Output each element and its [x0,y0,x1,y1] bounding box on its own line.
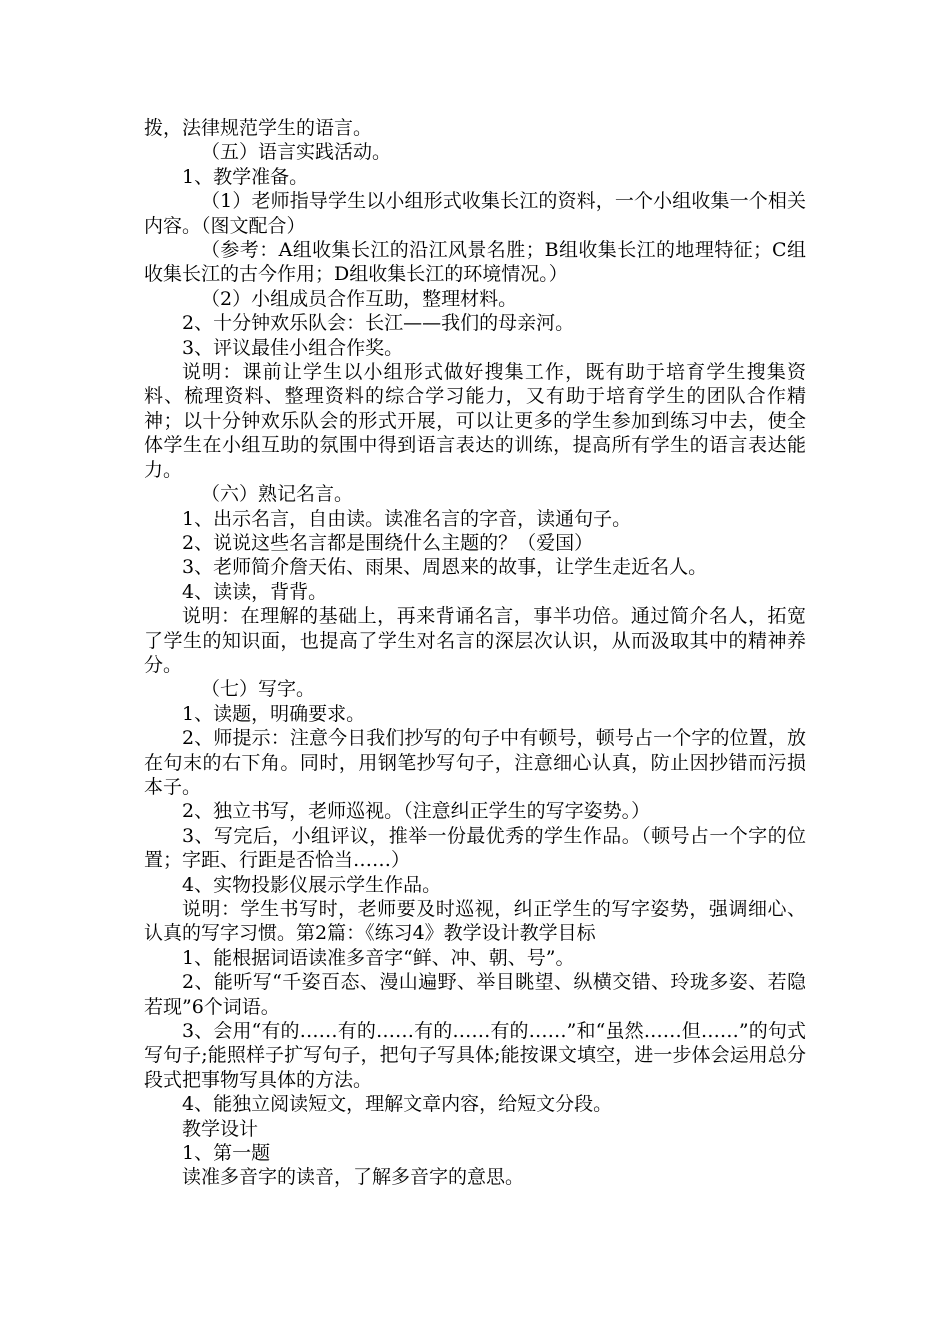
paragraph: 3、老师简介詹天佑、雨果、周恩来的故事，让学生走近名人。 [182,556,708,579]
paragraph: 2、说说这些名言都是围绕什么主题的？（爱国） [182,531,594,554]
explanation-paragraph: 说明：学生书写时，老师要及时巡视，纠正学生的写字姿势，强调细心、认真的写字习惯。第2篇：《练习4》教学设计教学目标 [144,898,806,945]
paragraph: 2、师提示：注意今日我们抄写的句子中有顿号，顿号占一个字的位置，放在句末的右下角。同时，用钢笔抄写句子，注意细心认真，防止因抄错而污损本子。 [144,727,806,798]
paragraph: （2）小组成员合作互助，整理材料。 [201,287,518,310]
paragraph: 1、出示名言，自由读。读准名言的字音，读通句子。 [182,507,632,530]
paragraph: 读准多音字的读音，了解多音字的意思。 [182,1166,525,1189]
explanation-paragraph: 说明：在理解的基础上，再来背诵名言，事半功倍。通过简介名人，拓宽了学生的知识面，也提高了学生对名言的深层次认识，从而汲取其中的精神养分。 [144,605,806,676]
paragraph: 1、第一题 [182,1142,271,1165]
objective-item: 3、会用“有的……有的……有的……有的……”和“虽然……但……”的句式写句子;能照样子扩写句子，把句子写具体;能按课文填空，进一步体会运用总分段式把事物写具体的方法。 [144,1020,806,1091]
paragraph: （1）老师指导学生以小组形式收集长江的资料，一个小组收集一个相关内容。（图文配合） [144,190,806,237]
paragraph: 2、十分钟欢乐队会：长江——我们的母亲河。 [182,312,575,335]
paragraph: 1、教学准备。 [182,165,309,188]
paragraph: 1、读题，明确要求。 [182,702,366,725]
document-page [144,116,806,1190]
paragraph: （参考：A组收集长江的沿江风景名胜；B组收集长江的地理特征；C组收集长江的古今作用；D组收集长江的环境情况。） [144,239,806,286]
section-heading: （六）熟记名言。 [201,483,354,506]
paragraph: 4、读读，背背。 [182,580,328,603]
paragraph: 2、独立书写，老师巡视。（注意纠正学生的写字姿势。） [182,800,651,823]
paragraph: 4、实物投影仪展示学生作品。 [182,873,442,896]
objective-item: 1、能根据词语读准多音字“鲜、冲、朝、号”。 [182,946,575,969]
objective-item: 4、能独立阅读短文，理解文章内容，给短文分段。 [182,1093,613,1116]
section-heading: （五）语言实践活动。 [201,141,392,164]
objective-item: 2、能听写“千姿百态、漫山遍野、举目眺望、纵横交错、玲珑多姿、若隐若现”6个词语。 [144,971,806,1018]
explanation-paragraph: 说明：课前让学生以小组形式做好搜集工作，既有助于培育学生搜集资料、梳理资料、整理资料的综合学习能力，又有助于培育学生的团队合作精神；以十分钟欢乐队会的形式开展，可以让更多的学生参加到练习中去，使全体学生在小组互助的氛围中得到语言表达的训练，提高所有学生的语言表达能力。 [144,361,806,481]
section-heading: （七）写字。 [201,678,316,701]
paragraph: 3、写完后，小组评议，推举一份最优秀的学生作品。（顿号占一个字的位置；字距、行距是否恰当……） [144,824,806,872]
section-heading: 教学设计 [182,1117,259,1140]
paragraph: 拨，法律规范学生的语言。 [144,117,373,139]
paragraph: 3、评议最佳小组合作奖。 [182,336,404,359]
